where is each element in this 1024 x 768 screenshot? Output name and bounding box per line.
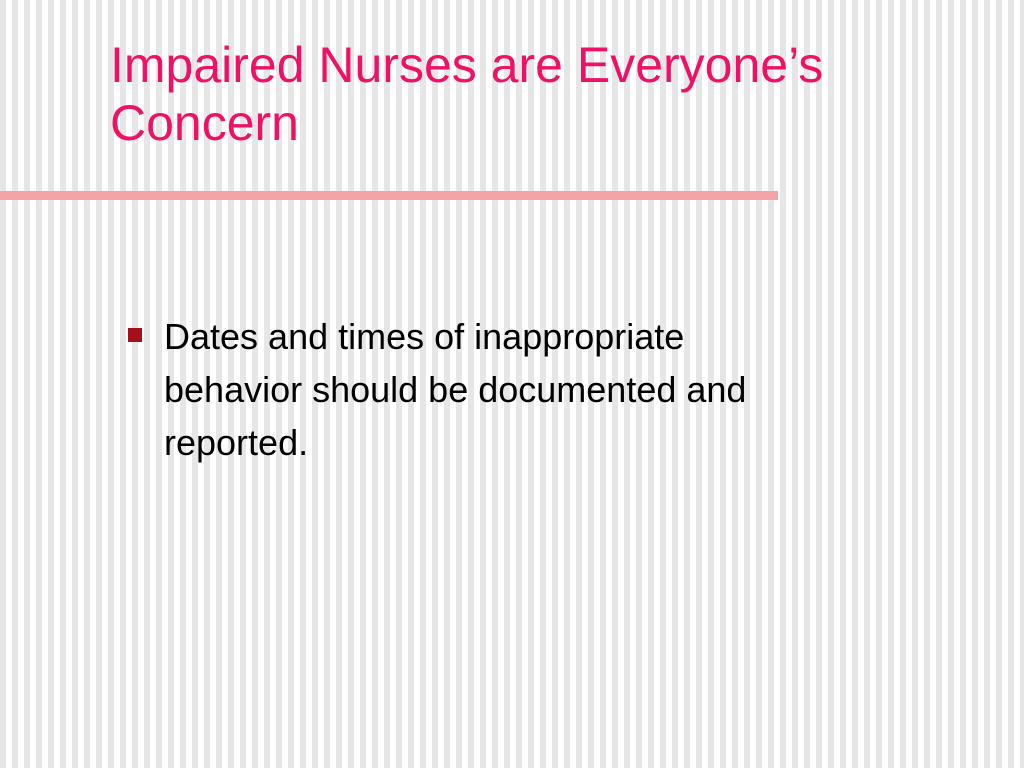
- slide-title-line-1: Impaired Nurses are Everyone’s: [110, 37, 824, 93]
- square-bullet-icon: [128, 328, 142, 342]
- slide-title-line-2: Concern: [110, 95, 299, 151]
- bullet-text: [164, 310, 746, 469]
- bullet-text-line-3: reported.: [164, 422, 309, 463]
- bullet-list: [128, 310, 908, 469]
- bullet-item: [128, 310, 908, 469]
- slide-title: [110, 36, 1010, 152]
- bullet-text-line-1: Dates and times of inappropriate: [164, 316, 685, 357]
- title-underline-rule: [0, 191, 778, 200]
- bullet-text-line-2: behavior should be documented and: [164, 369, 747, 410]
